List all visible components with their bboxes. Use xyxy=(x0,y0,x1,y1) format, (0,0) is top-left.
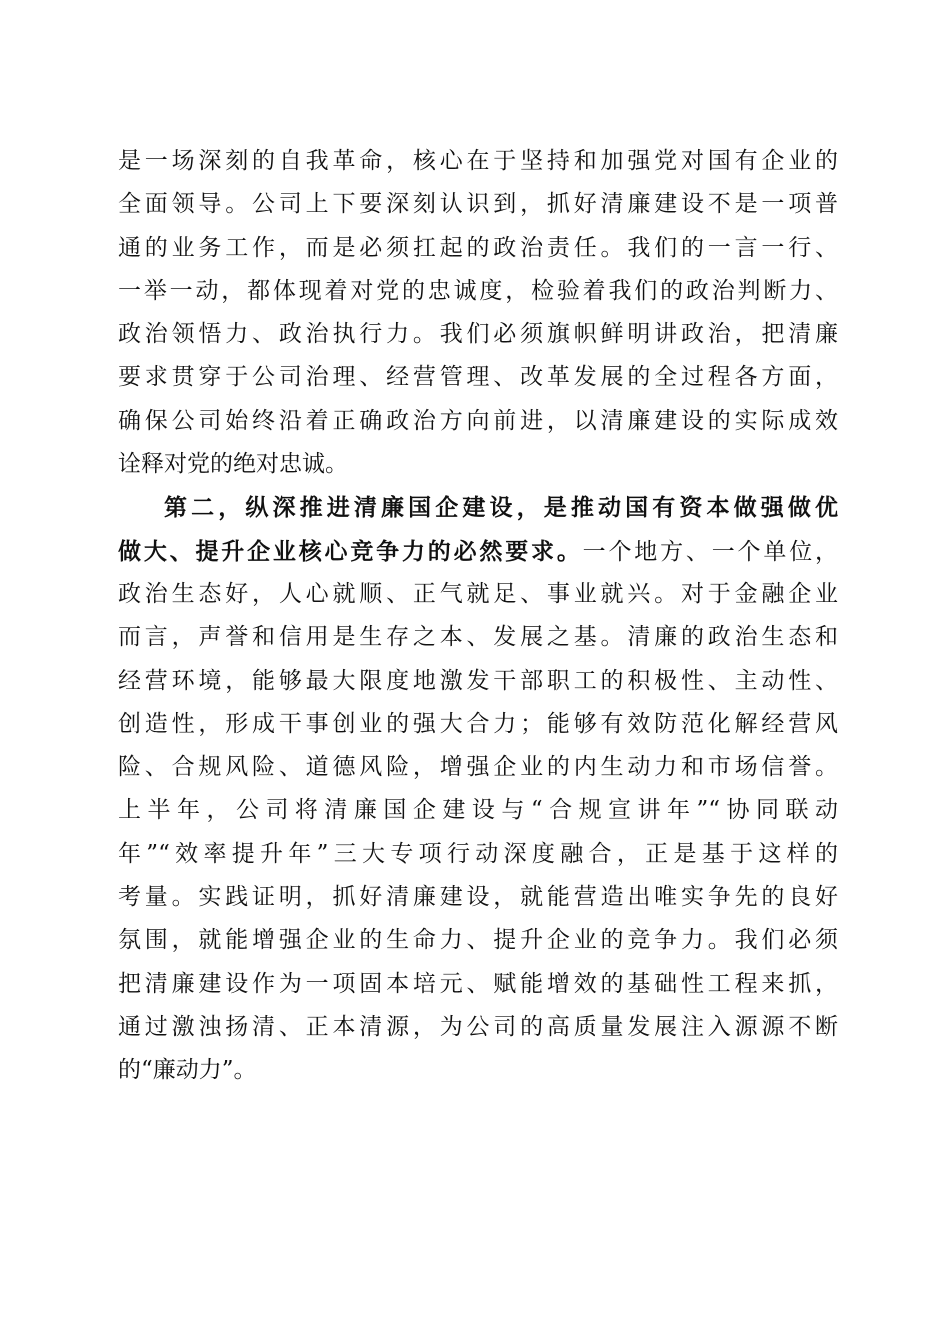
text-line: 通的业务工作，而是必须扛起的政治责任。我们的一言一行、 xyxy=(118,234,838,261)
text-line: 考量。实践证明，抓好清廉建设，就能营造出唯实争先的良好 xyxy=(118,884,838,911)
text-line: 经营环境，能够最大限度地激发干部职工的积极性、主动性、 xyxy=(118,667,838,694)
text-line: 的“廉动力”。 xyxy=(118,1057,257,1084)
paragraph-1 xyxy=(118,140,838,486)
text-line: 全面领导。公司上下要深刻认识到，抓好清廉建设不是一项普 xyxy=(118,191,838,218)
text-line-mixed xyxy=(118,530,838,573)
text-line: 是一场深刻的自我革命，核心在于坚持和加强党对国有企业的 xyxy=(118,148,838,174)
text-line: 要求贯穿于公司治理、经营管理、改革发展的全过程各方面， xyxy=(118,364,838,391)
paragraph-2 xyxy=(118,486,838,1092)
text-line: 通过激浊扬清、正本清源，为公司的高质量发展注入源源不断 xyxy=(118,1013,838,1040)
text-line: 年”“效率提升年”三大专项行动深度融合，正是基于这样的 xyxy=(118,840,838,867)
text-line: 一举一动，都体现着对党的忠诚度，检验着我们的政治判断力、 xyxy=(118,277,838,304)
text-line: 把清廉建设作为一项固本培元、赋能增效的基础性工程来抓， xyxy=(118,970,838,997)
text-line: 而言，声誉和信用是生存之本、发展之基。清廉的政治生态和 xyxy=(118,624,838,651)
bold-heading-line: 第二，纵深推进清廉国企建设，是推动国有资本做强做优 xyxy=(164,494,838,522)
text-line: 创造性，形成干事创业的强大合力；能够有效防范化解经营风 xyxy=(118,710,838,737)
bold-heading-continuation: 做大、提升企业核心竞争力的必然要求。 xyxy=(118,537,583,565)
text-line: 政治领悟力、政治执行力。我们必须旗帜鲜明讲政治，把清廉 xyxy=(118,321,838,348)
text-continuation: 一个地方、一个单位， xyxy=(582,538,839,565)
text-line: 确保公司始终沿着正确政治方向前进，以清廉建设的实际成效 xyxy=(118,407,838,434)
text-line: 险、合规风险、道德风险，增强企业的内生动力和市场信誉。 xyxy=(118,754,838,781)
text-line: 政治生态好，人心就顺、正气就足、事业就兴。对于金融企业 xyxy=(118,580,838,607)
text-line: 上半年，公司将清廉国企建设与“合规宣讲年”“协同联动 xyxy=(118,797,838,824)
document-body xyxy=(118,140,838,1093)
text-line: 诠释对党的绝对忠诚。 xyxy=(118,451,348,478)
text-line: 氛围，就能增强企业的生命力、提升企业的竞争力。我们必须 xyxy=(118,927,838,954)
